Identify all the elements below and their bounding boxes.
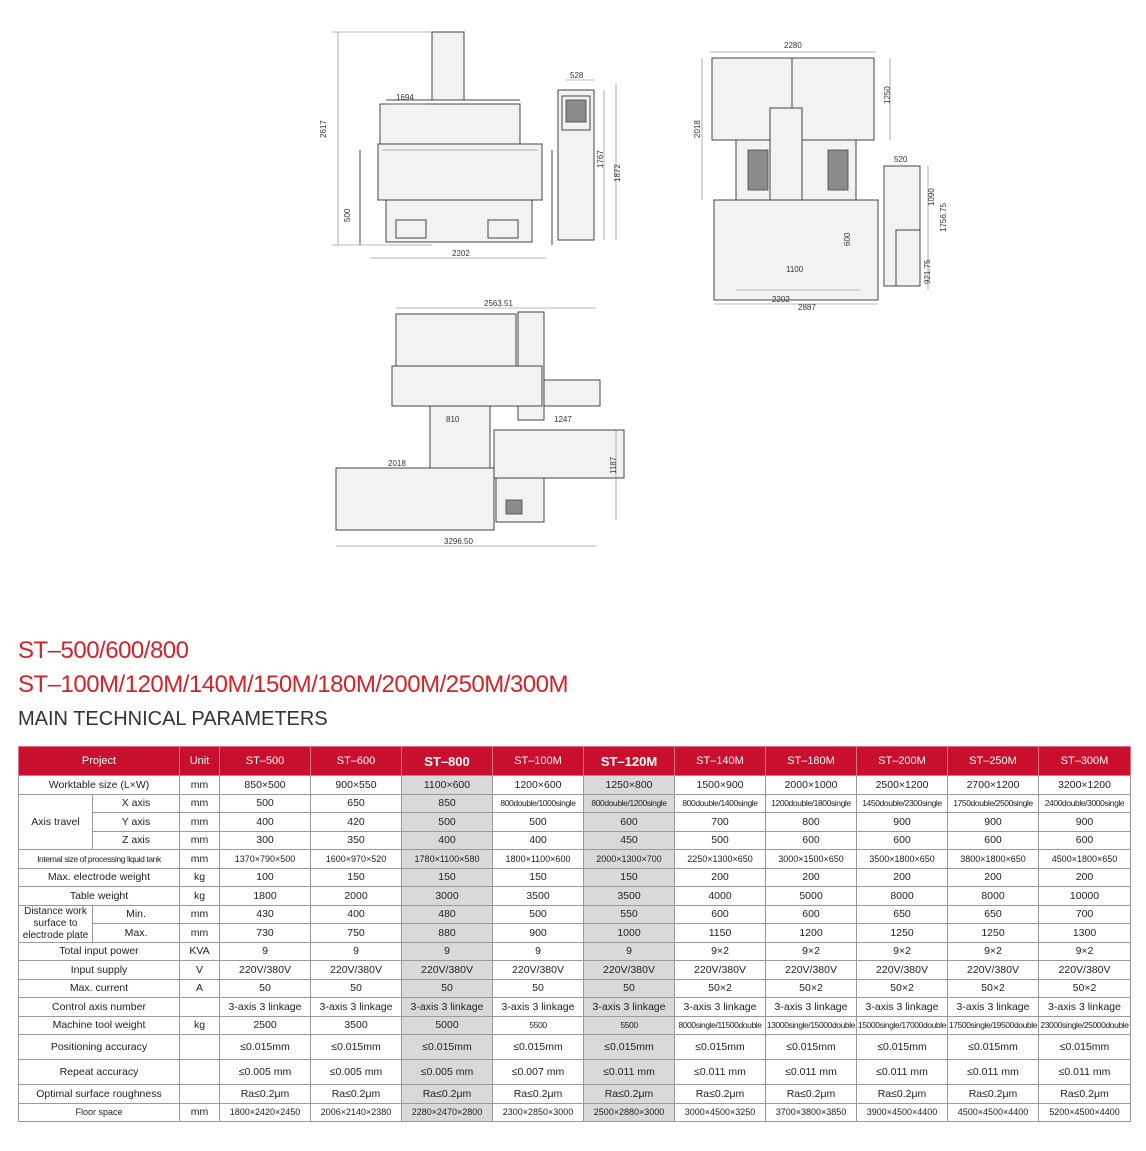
value-cell: 3-axis 3 linkage	[220, 998, 311, 1017]
spec-table	[18, 746, 1131, 1122]
plan-dim-inner: 1100	[786, 265, 804, 274]
plan-dim-height: 2018	[693, 120, 702, 138]
value-cell: ≤0.015mm	[220, 1035, 311, 1060]
row-unit: mm	[180, 924, 220, 943]
value-cell: 150	[402, 868, 493, 887]
value-cell: 9	[493, 942, 584, 961]
value-cell: 430	[220, 905, 311, 924]
value-cell: 400	[493, 831, 584, 850]
table-row	[19, 1060, 1131, 1085]
row-label: Repeat accuracy	[19, 1060, 180, 1085]
value-cell: 1600×970×520	[311, 850, 402, 869]
value-cell: 4500×4500×4400	[948, 1103, 1039, 1122]
table-row	[19, 887, 1131, 906]
value-cell: 1200	[766, 924, 857, 943]
table-row	[19, 905, 1131, 924]
value-cell: 600	[584, 813, 675, 832]
row-label: Machine tool weight	[19, 1016, 180, 1035]
value-cell: 1750double/2500single	[948, 794, 1039, 813]
row-label: Total input power	[19, 942, 180, 961]
row-unit	[180, 1035, 220, 1060]
section-title: MAIN TECHNICAL PARAMETERS	[18, 708, 328, 730]
plan-view-drawing	[693, 41, 948, 312]
value-cell: 50	[493, 979, 584, 998]
value-cell: 13000single/15000double	[766, 1016, 857, 1035]
row-unit: V	[180, 961, 220, 980]
value-cell: 10000	[1039, 887, 1131, 906]
value-cell: 2500	[220, 1016, 311, 1035]
value-cell: 15000single/17000double	[857, 1016, 948, 1035]
value-cell: 4500×1800×650	[1039, 850, 1131, 869]
value-cell: 600	[675, 905, 766, 924]
value-cell: 3000	[402, 887, 493, 906]
value-cell: 2006×2140×2380	[311, 1103, 402, 1122]
value-cell: 1100×600	[402, 776, 493, 795]
front-dim-top: 1694	[396, 93, 414, 102]
value-cell: 2280×2470×2800	[402, 1103, 493, 1122]
value-cell: 650	[311, 794, 402, 813]
row-label: Table weight	[19, 887, 180, 906]
value-cell: 2700×1200	[948, 776, 1039, 795]
front-dim-cab-h1: 1767	[596, 150, 605, 168]
row-unit: mm	[180, 1103, 220, 1122]
value-cell: Ra≤0.2μm	[402, 1085, 493, 1104]
value-cell: 4000	[675, 887, 766, 906]
table-header-row	[19, 747, 1131, 776]
side-dim-1247: 1247	[554, 415, 572, 424]
header-model: ST–600	[311, 747, 402, 776]
row-unit: A	[180, 979, 220, 998]
value-cell: 3500×1800×650	[857, 850, 948, 869]
value-cell: 2500×1200	[857, 776, 948, 795]
front-dim-cab-h2: 1872	[613, 164, 622, 182]
value-cell: 150	[311, 868, 402, 887]
value-cell: 650	[948, 905, 1039, 924]
row-label: Floor space	[19, 1103, 180, 1122]
value-cell: 1800×1100×600	[493, 850, 584, 869]
value-cell: ≤0.011 mm	[584, 1060, 675, 1085]
row-label: Internal size of processing liquid tank	[19, 850, 180, 869]
row-unit: kg	[180, 887, 220, 906]
value-cell: ≤0.015mm	[948, 1035, 1039, 1060]
front-dim-base: 500	[343, 208, 352, 222]
row-label: Min.	[93, 905, 180, 924]
value-cell: ≤0.015mm	[675, 1035, 766, 1060]
plan-dim-total: 2887	[798, 303, 816, 312]
table-row	[19, 924, 1131, 943]
value-cell: 550	[584, 905, 675, 924]
value-cell: 1800	[220, 887, 311, 906]
value-cell: 800double/1200single	[584, 794, 675, 813]
table-row	[19, 850, 1131, 869]
value-cell: 3-axis 3 linkage	[311, 998, 402, 1017]
value-cell: 9×2	[675, 942, 766, 961]
model-series-title-m: ST–100M/120M/140M/150M/180M/200M/250M/300M	[18, 671, 568, 698]
row-label: Y axis	[93, 813, 180, 832]
value-cell: 3500	[311, 1016, 402, 1035]
value-cell: 800double/1000single	[493, 794, 584, 813]
value-cell: Ra≤0.2μm	[675, 1085, 766, 1104]
row-label: Max. current	[19, 979, 180, 998]
value-cell: 600	[766, 831, 857, 850]
table-row	[19, 868, 1131, 887]
header-project: Project	[19, 747, 180, 776]
value-cell: 450	[584, 831, 675, 850]
side-dim-2018: 2018	[388, 459, 406, 468]
value-cell: 500	[493, 813, 584, 832]
value-cell: 900	[493, 924, 584, 943]
value-cell: Ra≤0.2μm	[220, 1085, 311, 1104]
value-cell: 3900×4500×4400	[857, 1103, 948, 1122]
value-cell: 1780×1100×580	[402, 850, 493, 869]
value-cell: 730	[220, 924, 311, 943]
value-cell: 50×2	[1039, 979, 1131, 998]
table-row	[19, 942, 1131, 961]
row-unit: mm	[180, 905, 220, 924]
value-cell: ≤0.011 mm	[948, 1060, 1039, 1085]
front-dim-height: 2617	[319, 120, 328, 138]
front-dim-cab-width: 528	[570, 71, 584, 80]
value-cell: Ra≤0.2μm	[857, 1085, 948, 1104]
value-cell: 600	[948, 831, 1039, 850]
value-cell: 3-axis 3 linkage	[584, 998, 675, 1017]
value-cell: 900	[1039, 813, 1131, 832]
value-cell: 1250	[948, 924, 1039, 943]
value-cell: 5000	[766, 887, 857, 906]
row-unit	[180, 1060, 220, 1085]
value-cell: 9	[220, 942, 311, 961]
value-cell: 500	[402, 813, 493, 832]
value-cell: 9×2	[766, 942, 857, 961]
row-label: Z axis	[93, 831, 180, 850]
value-cell: 650	[857, 905, 948, 924]
value-cell: 23000single/25000double	[1039, 1016, 1131, 1035]
value-cell: 3000×1500×650	[766, 850, 857, 869]
header-model: ST–300M	[1039, 747, 1131, 776]
header-model: ST–800	[402, 747, 493, 776]
row-label: Max.	[93, 924, 180, 943]
value-cell: 220V/380V	[493, 961, 584, 980]
value-cell: Ra≤0.2μm	[766, 1085, 857, 1104]
value-cell: 400	[402, 831, 493, 850]
row-label: Input supply	[19, 961, 180, 980]
value-cell: ≤0.015mm	[311, 1035, 402, 1060]
value-cell: 750	[311, 924, 402, 943]
value-cell: 400	[311, 905, 402, 924]
value-cell: 9	[402, 942, 493, 961]
value-cell: 3500	[584, 887, 675, 906]
row-unit: KVA	[180, 942, 220, 961]
value-cell: 300	[220, 831, 311, 850]
axis-travel-label: Axis travel	[19, 794, 93, 850]
value-cell: 1000	[584, 924, 675, 943]
value-cell: 50	[311, 979, 402, 998]
value-cell: 220V/380V	[766, 961, 857, 980]
value-cell: 5500	[584, 1016, 675, 1035]
value-cell: ≤0.015mm	[402, 1035, 493, 1060]
value-cell: 3-axis 3 linkage	[493, 998, 584, 1017]
value-cell: 8000single/11500double	[675, 1016, 766, 1035]
value-cell: 220V/380V	[857, 961, 948, 980]
header-model: ST–500	[220, 747, 311, 776]
value-cell: ≤0.015mm	[493, 1035, 584, 1060]
value-cell: Ra≤0.2μm	[493, 1085, 584, 1104]
value-cell: 2000	[311, 887, 402, 906]
header-model: ST–140M	[675, 747, 766, 776]
value-cell: 17500single/19500double	[948, 1016, 1039, 1035]
table-row	[19, 1016, 1131, 1035]
table-row	[19, 961, 1131, 980]
front-view-drawing	[319, 32, 622, 258]
value-cell: 50×2	[766, 979, 857, 998]
header-model: ST–100M	[493, 747, 584, 776]
value-cell: Ra≤0.2μm	[948, 1085, 1039, 1104]
value-cell: 500	[675, 831, 766, 850]
side-dim-810: 810	[446, 415, 460, 424]
table-row	[19, 776, 1131, 795]
value-cell: 220V/380V	[584, 961, 675, 980]
front-dim-width: 2202	[452, 249, 470, 258]
value-cell: 900×550	[311, 776, 402, 795]
value-cell: 50	[584, 979, 675, 998]
value-cell: 3800×1800×650	[948, 850, 1039, 869]
row-unit: mm	[180, 794, 220, 813]
value-cell: 5500	[493, 1016, 584, 1035]
value-cell: 3500	[493, 887, 584, 906]
value-cell: 700	[675, 813, 766, 832]
side-dim-total: 3296.50	[444, 537, 473, 546]
plan-dim-cab-width: 520	[894, 155, 908, 164]
value-cell: 3000×4500×3250	[675, 1103, 766, 1122]
value-cell: ≤0.015mm	[857, 1035, 948, 1060]
distance-label: Distance work surface to electrode plate	[19, 905, 93, 942]
plan-dim-top: 1250	[883, 86, 892, 104]
value-cell: 9	[311, 942, 402, 961]
value-cell: 200	[857, 868, 948, 887]
value-cell: ≤0.007 mm	[493, 1060, 584, 1085]
value-cell: 3-axis 3 linkage	[857, 998, 948, 1017]
value-cell: ≤0.011 mm	[857, 1060, 948, 1085]
value-cell: 3-axis 3 linkage	[402, 998, 493, 1017]
value-cell: 8000	[948, 887, 1039, 906]
plan-dim-cab-h3: 921.75	[923, 259, 932, 284]
value-cell: 400	[220, 813, 311, 832]
value-cell: 50×2	[675, 979, 766, 998]
value-cell: ≤0.011 mm	[675, 1060, 766, 1085]
value-cell: 9×2	[948, 942, 1039, 961]
row-unit: kg	[180, 1016, 220, 1035]
value-cell: 900	[857, 813, 948, 832]
value-cell: ≤0.011 mm	[766, 1060, 857, 1085]
value-cell: ≤0.015mm	[584, 1035, 675, 1060]
value-cell: 9	[584, 942, 675, 961]
header-model: ST–120M	[584, 747, 675, 776]
value-cell: 220V/380V	[675, 961, 766, 980]
value-cell: 5000	[402, 1016, 493, 1035]
table-row	[19, 979, 1131, 998]
value-cell: 2000×1300×700	[584, 850, 675, 869]
value-cell: 1200double/1800single	[766, 794, 857, 813]
title-block	[18, 634, 568, 734]
value-cell: 1500×900	[675, 776, 766, 795]
header-model: ST–180M	[766, 747, 857, 776]
value-cell: Ra≤0.2μm	[584, 1085, 675, 1104]
plan-dim-cab-h1: 1090	[927, 188, 936, 206]
value-cell: 1250	[857, 924, 948, 943]
value-cell: 220V/380V	[948, 961, 1039, 980]
table-row	[19, 1103, 1131, 1122]
value-cell: 220V/380V	[402, 961, 493, 980]
value-cell: 1800×2420×2450	[220, 1103, 311, 1122]
row-label: Optimal surface roughness	[19, 1085, 180, 1104]
plan-dim-cab-h2: 1756.75	[939, 203, 948, 232]
row-unit: kg	[180, 868, 220, 887]
plan-dim-width: 2280	[784, 41, 802, 50]
value-cell: 700	[1039, 905, 1131, 924]
value-cell: 1200×600	[493, 776, 584, 795]
table-row	[19, 794, 1131, 813]
row-label: Control axis number	[19, 998, 180, 1017]
table-row	[19, 813, 1131, 832]
value-cell: 2250×1300×650	[675, 850, 766, 869]
value-cell: Ra≤0.2μm	[1039, 1085, 1131, 1104]
value-cell: 9×2	[1039, 942, 1131, 961]
value-cell: 100	[220, 868, 311, 887]
header-model: ST–250M	[948, 747, 1039, 776]
row-label: X axis	[93, 794, 180, 813]
row-unit	[180, 1085, 220, 1104]
value-cell: 150	[493, 868, 584, 887]
value-cell: 420	[311, 813, 402, 832]
value-cell: 2300×2850×3000	[493, 1103, 584, 1122]
value-cell: 50×2	[857, 979, 948, 998]
value-cell: 500	[220, 794, 311, 813]
value-cell: 850×500	[220, 776, 311, 795]
value-cell: 880	[402, 924, 493, 943]
value-cell: 8000	[857, 887, 948, 906]
value-cell: 50	[220, 979, 311, 998]
table-row	[19, 1035, 1131, 1060]
value-cell: 1250×800	[584, 776, 675, 795]
value-cell: ≤0.005 mm	[402, 1060, 493, 1085]
value-cell: 500	[493, 905, 584, 924]
value-cell: 220V/380V	[1039, 961, 1131, 980]
value-cell: 200	[948, 868, 1039, 887]
value-cell: 220V/380V	[220, 961, 311, 980]
table-row	[19, 998, 1131, 1017]
value-cell: 200	[1039, 868, 1131, 887]
side-dim-width: 2563.51	[484, 299, 513, 308]
value-cell: Ra≤0.2μm	[311, 1085, 402, 1104]
value-cell: 3-axis 3 linkage	[675, 998, 766, 1017]
value-cell: 50	[402, 979, 493, 998]
value-cell: 3-axis 3 linkage	[948, 998, 1039, 1017]
value-cell: ≤0.015mm	[1039, 1035, 1131, 1060]
value-cell: 9×2	[857, 942, 948, 961]
value-cell: 2000×1000	[766, 776, 857, 795]
row-unit	[180, 998, 220, 1017]
plan-dim-base: 2202	[772, 295, 790, 304]
value-cell: 600	[1039, 831, 1131, 850]
value-cell: 3-axis 3 linkage	[766, 998, 857, 1017]
row-unit: mm	[180, 831, 220, 850]
value-cell: 2400double/3000single	[1039, 794, 1131, 813]
row-unit: mm	[180, 850, 220, 869]
value-cell: 50×2	[948, 979, 1039, 998]
value-cell: 1450double/2300single	[857, 794, 948, 813]
value-cell: 200	[675, 868, 766, 887]
value-cell: 3700×3800×3850	[766, 1103, 857, 1122]
value-cell: 900	[948, 813, 1039, 832]
header-model: ST–200M	[857, 747, 948, 776]
value-cell: 3-axis 3 linkage	[1039, 998, 1131, 1017]
value-cell: 2500×2880×3000	[584, 1103, 675, 1122]
value-cell: 1300	[1039, 924, 1131, 943]
value-cell: 150	[584, 868, 675, 887]
value-cell: 850	[402, 794, 493, 813]
value-cell: 1150	[675, 924, 766, 943]
value-cell: 200	[766, 868, 857, 887]
table-row	[19, 831, 1131, 850]
header-unit: Unit	[180, 747, 220, 776]
value-cell: 600	[766, 905, 857, 924]
value-cell: 3200×1200	[1039, 776, 1131, 795]
model-series-title: ST–500/600/800	[18, 637, 189, 664]
value-cell: 350	[311, 831, 402, 850]
side-dim-1187: 1187	[609, 456, 618, 474]
row-label: Positioning accuracy	[19, 1035, 180, 1060]
value-cell: 600	[857, 831, 948, 850]
value-cell: ≤0.011 mm	[1039, 1060, 1131, 1085]
value-cell: ≤0.005 mm	[220, 1060, 311, 1085]
side-view-drawing	[336, 299, 624, 546]
row-label: Worktable size (L×W)	[19, 776, 180, 795]
value-cell: 800	[766, 813, 857, 832]
row-unit: mm	[180, 776, 220, 795]
value-cell: 480	[402, 905, 493, 924]
value-cell: 5200×4500×4400	[1039, 1103, 1131, 1122]
row-label: Max. electrode weight	[19, 868, 180, 887]
value-cell: 1370×790×500	[220, 850, 311, 869]
plan-dim-depth: 600	[843, 232, 852, 246]
table-row	[19, 1085, 1131, 1104]
value-cell: ≤0.015mm	[766, 1035, 857, 1060]
row-unit: mm	[180, 813, 220, 832]
value-cell: 220V/380V	[311, 961, 402, 980]
value-cell: ≤0.005 mm	[311, 1060, 402, 1085]
value-cell: 800double/1400single	[675, 794, 766, 813]
